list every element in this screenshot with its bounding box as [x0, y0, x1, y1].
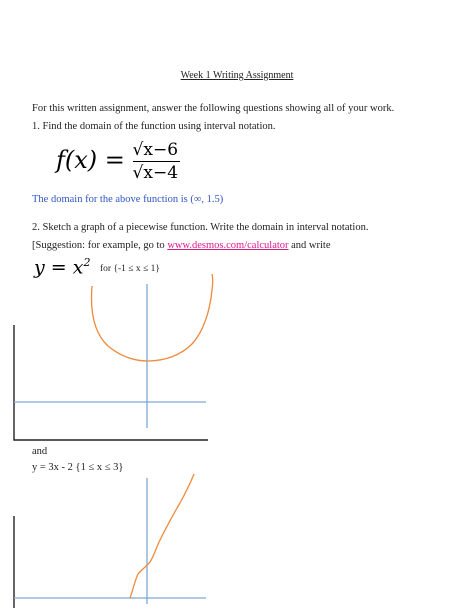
formula-numerator: √x−6 — [132, 140, 179, 160]
answer-1: The domain for the above function is (∞, 1.5) — [32, 194, 224, 205]
desmos-link[interactable]: www.desmos.com/calculator — [167, 240, 289, 251]
formula-parabola-exponent: 2 — [83, 256, 91, 269]
sketch-frame — [14, 325, 208, 440]
formula-linear: y = 3x - 2 {1 ≤ x ≤ 3} — [32, 462, 124, 473]
formula-denominator: √x−4 — [132, 163, 179, 183]
formula-parabola-condition: for {-1 ≤ x ≤ 1} — [100, 264, 160, 274]
question-1: 1. Find the domain of the function using interval notation. — [32, 121, 276, 132]
sketch-line — [14, 474, 206, 608]
formula-parabola-expr: y = x — [34, 256, 84, 279]
intro-text: For this written assignment, answer the following questions showing all of your work. — [32, 103, 395, 114]
and-text: and — [32, 446, 48, 457]
sketch-parabola — [14, 274, 213, 440]
line-curve — [130, 474, 194, 598]
suggestion-suffix: and write — [288, 240, 331, 251]
formula-lhs: f(x) = — [56, 146, 125, 174]
suggestion-prefix: [Suggestion: for example, go to — [32, 240, 168, 251]
parabola-curve — [91, 274, 212, 361]
document-title: Week 1 Writing Assignment — [180, 70, 294, 81]
question-2: 2. Sketch a graph of a piecewise function. Write the domain in interval notation. — [32, 222, 369, 233]
